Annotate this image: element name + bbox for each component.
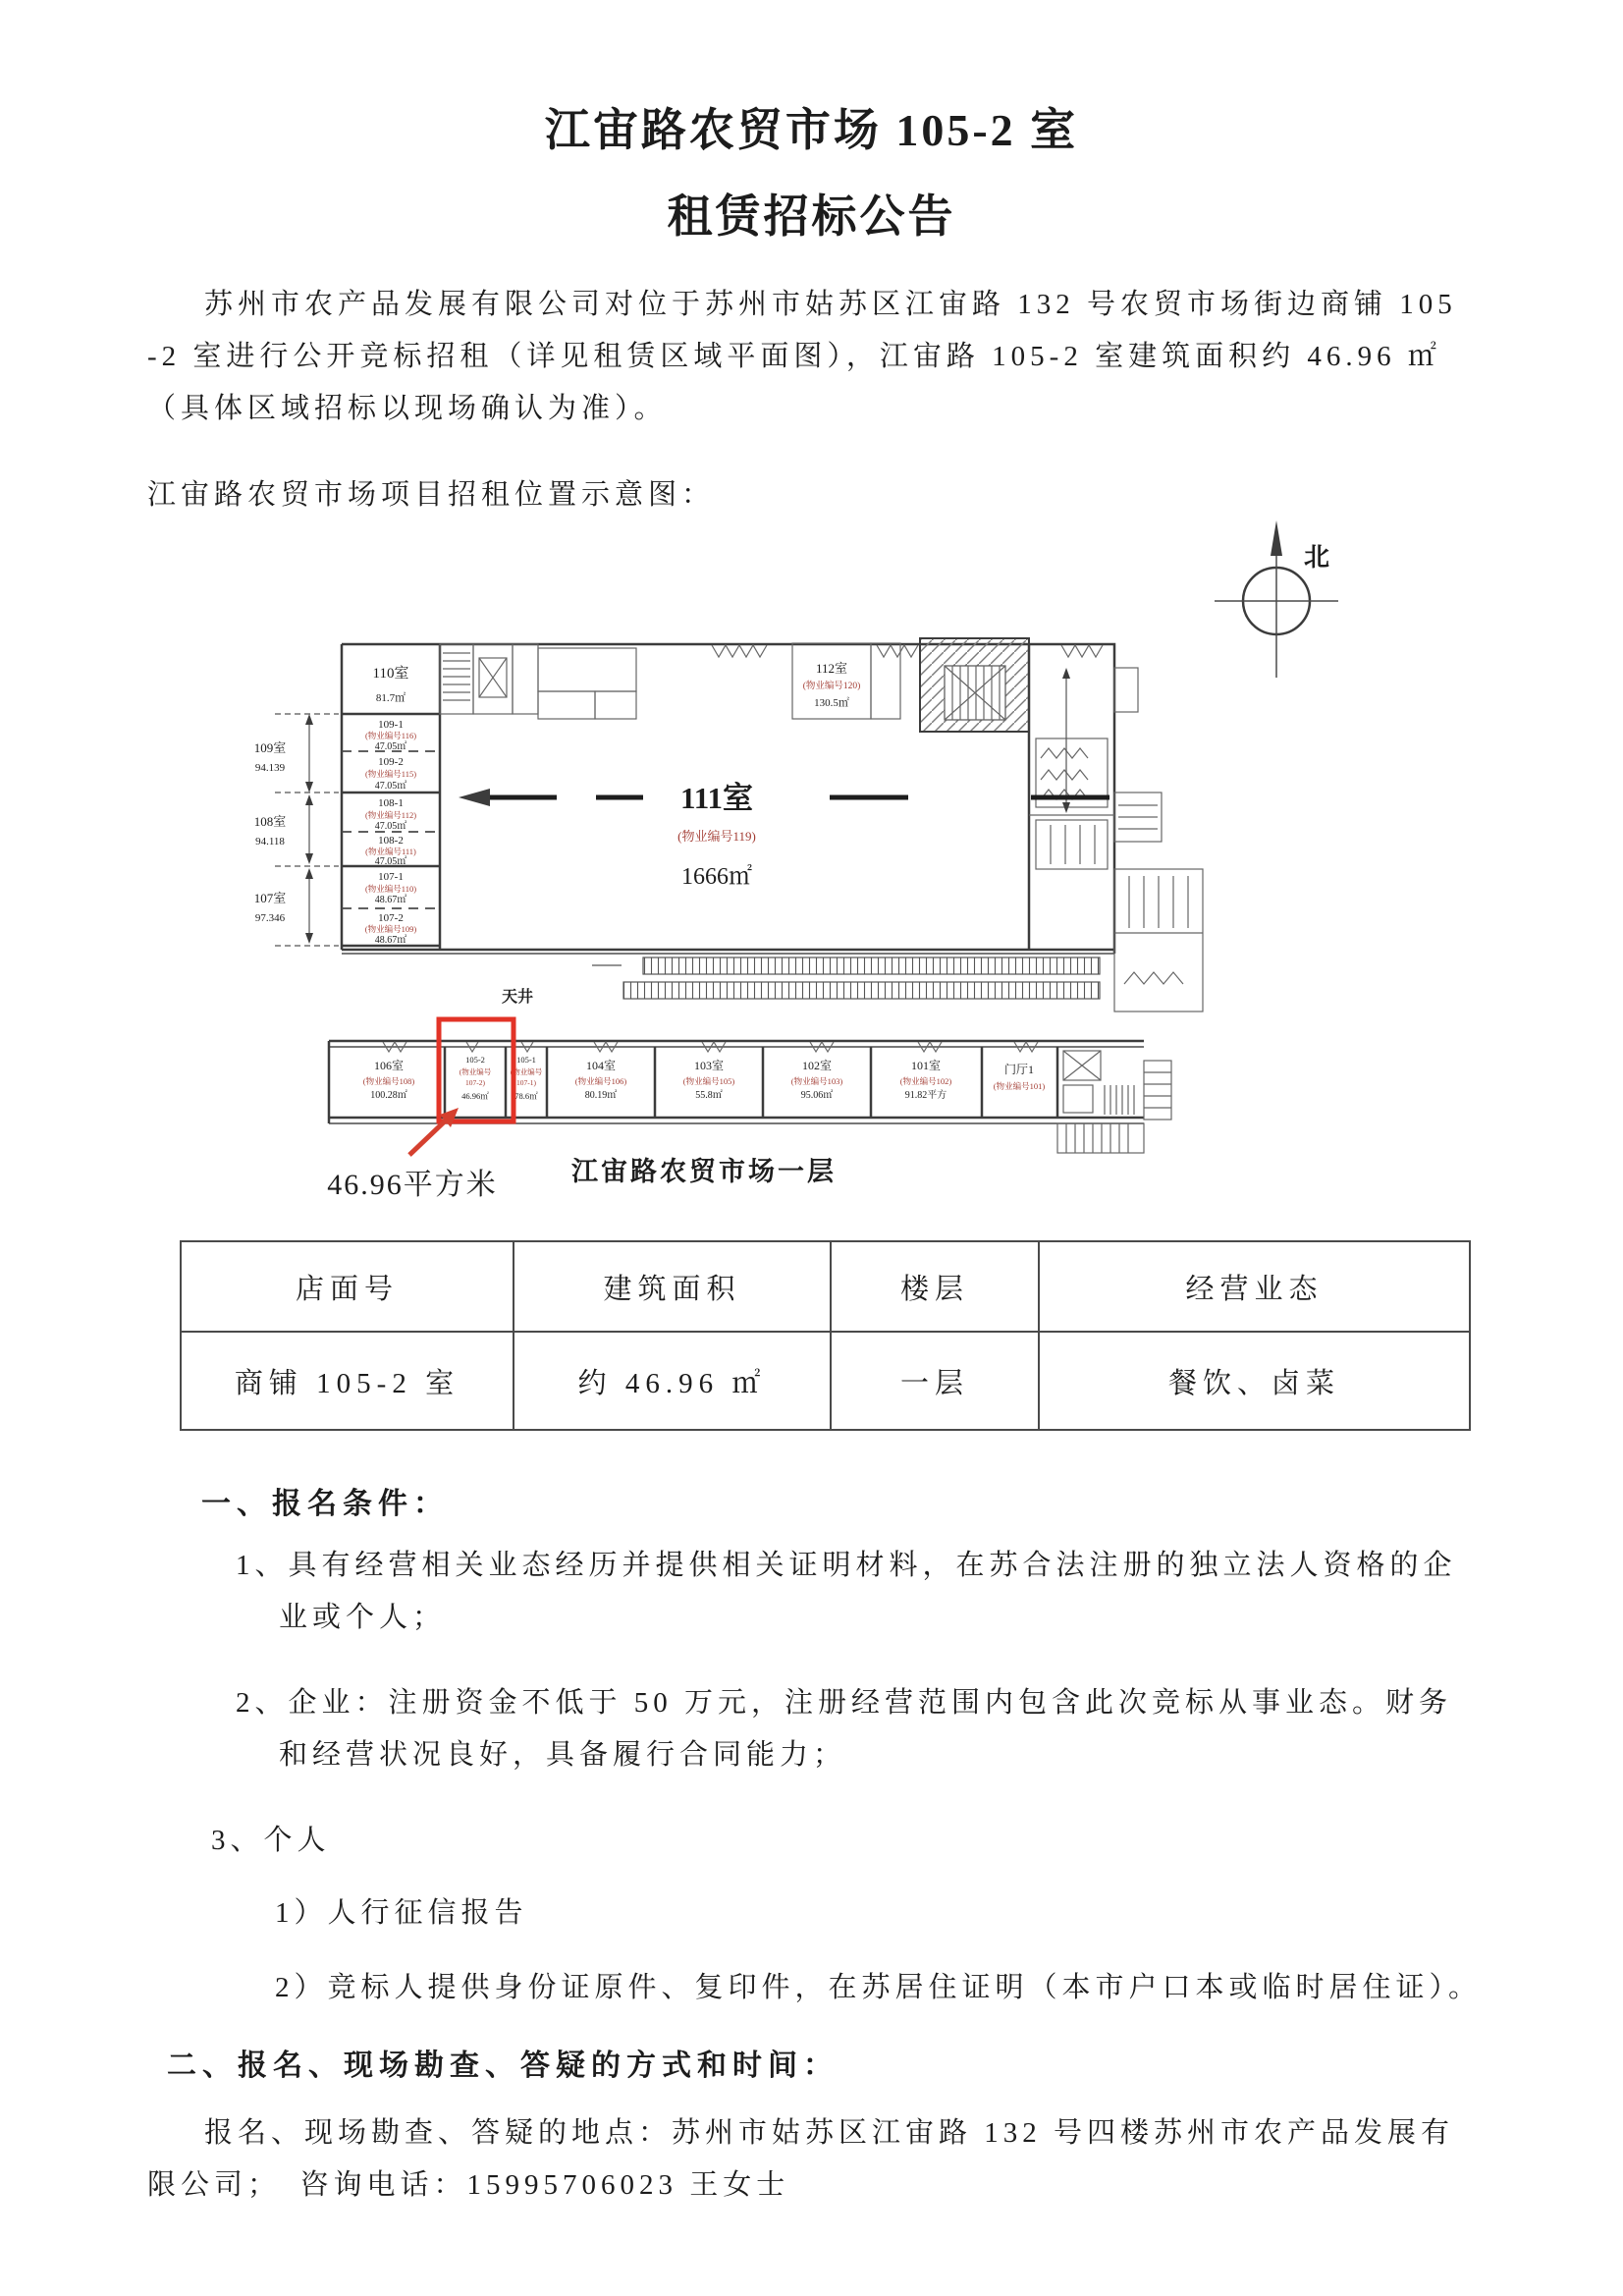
- north-compass-icon: [1215, 520, 1338, 678]
- dim-108-name: 108室: [253, 814, 287, 829]
- dim-109-value: 94.139: [254, 762, 286, 774]
- shop-area: 91.82平方: [904, 1090, 947, 1101]
- shop-102: [791, 1058, 843, 1101]
- header-business-type: 经营业态: [1039, 1241, 1470, 1332]
- shop-code: (物业编号: [459, 1067, 492, 1076]
- cell-shop-number: 商铺 105-2 室: [181, 1332, 514, 1430]
- courtyard-label: 天井: [501, 989, 534, 1006]
- shop-code: (物业编号108): [362, 1076, 415, 1086]
- top-wall-door-marks: [712, 645, 1103, 657]
- room-name: 108-2: [378, 835, 404, 847]
- shop-101: [900, 1058, 952, 1101]
- shop-code: (物业编号102): [899, 1076, 952, 1086]
- room-name: 109-1: [378, 719, 404, 731]
- plan-caption: 江宙路农贸市场一层: [571, 1157, 837, 1186]
- shop-name: 105-1: [516, 1055, 536, 1065]
- room-109-2: [365, 756, 416, 792]
- room-area: 47.05㎡: [374, 821, 407, 832]
- section2-body: 报名、现场勘查、答疑的地点：苏州市姑苏区江宙路 132 号四楼苏州市农产品发展有限公司； 咨询电话：15995706023 王女士: [147, 2117, 1455, 2201]
- hall-111: [459, 781, 1109, 890]
- hall-area: 1666㎡: [681, 864, 752, 890]
- room-112-area: 130.5㎡: [814, 697, 849, 709]
- section1-item1: 1、具有经营相关业态经历并提供相关证明材料，在苏合法注册的独立法人资格的企业或个人；: [236, 1550, 1457, 1633]
- room-108-2: [365, 835, 416, 867]
- shop-area: 78.6㎡: [514, 1091, 538, 1101]
- shop-code: (物业编号106): [574, 1076, 627, 1086]
- shop-code2: 107-1): [516, 1078, 536, 1087]
- doc-title-line1: 江宙路农贸市场 105-2 室: [544, 105, 1079, 155]
- stairwell-hatched-block: [920, 638, 1029, 732]
- shop-area: 80.19㎡: [584, 1090, 618, 1101]
- cell-floor: 一层: [831, 1332, 1039, 1430]
- shops-row: [363, 1042, 1171, 1153]
- room-name: 107-1: [378, 871, 404, 883]
- dim-109-name: 109室: [253, 740, 287, 755]
- section1-heading: 一、报名条件：: [201, 1488, 449, 1520]
- shop-area: 46.96㎡: [461, 1091, 489, 1101]
- plan-intro-line: 江宙路农贸市场项目招租位置示意图：: [147, 479, 716, 511]
- room-code: (物业编号111): [365, 847, 416, 856]
- header-area: 建筑面积: [514, 1241, 831, 1332]
- room-code: (物业编号116): [364, 731, 417, 740]
- doc-title-line2: 租赁招标公告: [667, 191, 956, 242]
- room-area: 47.05㎡: [374, 856, 407, 867]
- shop-106: [363, 1058, 415, 1101]
- room-area: 48.67㎡: [374, 895, 407, 905]
- shop-code: (物业编号103): [790, 1076, 843, 1086]
- room-name: 108-1: [378, 797, 404, 809]
- room-area: 47.05㎡: [374, 741, 407, 752]
- room-112: [792, 643, 900, 719]
- shop-name: 102室: [801, 1059, 833, 1072]
- shop-name: 105-2: [465, 1055, 485, 1065]
- room-108-1: [365, 797, 416, 832]
- north-label: 北: [1303, 543, 1330, 572]
- dim-107-value: 97.346: [254, 912, 286, 924]
- room-area: 47.05㎡: [374, 781, 407, 792]
- cell-area: 约 46.96 ㎡: [514, 1332, 831, 1430]
- lobby-1: [994, 1062, 1046, 1091]
- room-110-name: 110室: [372, 666, 409, 682]
- entrance-complex: [1057, 1051, 1171, 1153]
- shop-104: [575, 1058, 627, 1101]
- shop-info-table: [180, 1240, 1471, 1431]
- room-110-area: 81.7㎡: [375, 692, 406, 704]
- section1-sub2: 2）竞标人提供身份证原件、复印件，在苏居住证明（本市户口本或临时居住证）。: [275, 1972, 1483, 2003]
- room-name: 107-2: [378, 912, 404, 924]
- hall-code: (物业编号119): [677, 829, 756, 844]
- shop-area: 95.06㎡: [800, 1090, 834, 1101]
- dim-108-value: 94.118: [255, 836, 285, 847]
- stairwell-block: [440, 644, 636, 719]
- room-name: 109-2: [378, 756, 404, 768]
- shop-103: [683, 1058, 735, 1101]
- table-data-row: [181, 1332, 1470, 1430]
- hall-name: 111室: [679, 781, 754, 815]
- shop-area: 55.8㎡: [695, 1090, 723, 1101]
- shop-105-2-highlighted: [460, 1055, 492, 1101]
- section1-item2: 2、企业：注册资金不低于 50 万元，注册经营范围内包含此次竞标从事业态。财务和经营状况良好，具备履行合同能力；: [236, 1687, 1453, 1771]
- shop-name: 106室: [373, 1059, 405, 1072]
- courtyard-band: [502, 957, 1100, 1006]
- left-dimension-lines: [254, 714, 339, 946]
- dim-107-name: 107室: [253, 891, 287, 905]
- shop-code: (物业编号105): [682, 1076, 735, 1086]
- shop-name: 101室: [910, 1059, 942, 1072]
- room-112-name: 112室: [815, 661, 848, 676]
- shop-name: 门厅1: [1003, 1063, 1035, 1076]
- room-code: (物业编号115): [364, 769, 417, 779]
- shop-code2: 107-2): [465, 1078, 485, 1087]
- shop-code: (物业编号: [510, 1067, 543, 1076]
- room-107-1: [365, 871, 416, 905]
- section1-sub1: 1）人行征信报告: [275, 1897, 528, 1929]
- floorplan-image: [201, 511, 1463, 1223]
- section1-item3: 3、个人: [211, 1825, 331, 1856]
- shop-name: 103室: [693, 1059, 725, 1072]
- header-floor: 楼层: [831, 1241, 1039, 1332]
- room-area: 48.67㎡: [374, 935, 407, 946]
- shop-code: (物业编号101): [993, 1081, 1046, 1091]
- highlight-area-label: 46.96平方米: [327, 1169, 498, 1201]
- intro-paragraph: 苏州市农产品发展有限公司对位于苏州市姑苏区江宙路 132 号农贸市场街边商铺 105-2 室进行公开竞标招租（详见租赁区域平面图），江宙路 105-2 室建筑面积约 46.96 ㎡（具体区域招标以现场确认为准）。: [147, 289, 1457, 424]
- room-107-2: [365, 912, 417, 946]
- room-112-code: (物业编号120): [802, 682, 861, 691]
- shop-area: 100.28㎡: [370, 1090, 407, 1101]
- cell-business-type: 餐饮、卤菜: [1039, 1332, 1470, 1430]
- room-110: [373, 665, 409, 704]
- room-code: (物业编号110): [364, 884, 417, 894]
- room-code: (物业编号112): [364, 810, 417, 820]
- room-109-1: [365, 719, 416, 752]
- table-header-row: [181, 1241, 1470, 1332]
- section2-heading: 二、报名、现场勘查、答疑的方式和时间：: [167, 2050, 839, 2082]
- header-shop-number: 店面号: [181, 1241, 514, 1332]
- room-code: (物业编号109): [364, 924, 417, 934]
- shop-name: 104室: [585, 1059, 617, 1072]
